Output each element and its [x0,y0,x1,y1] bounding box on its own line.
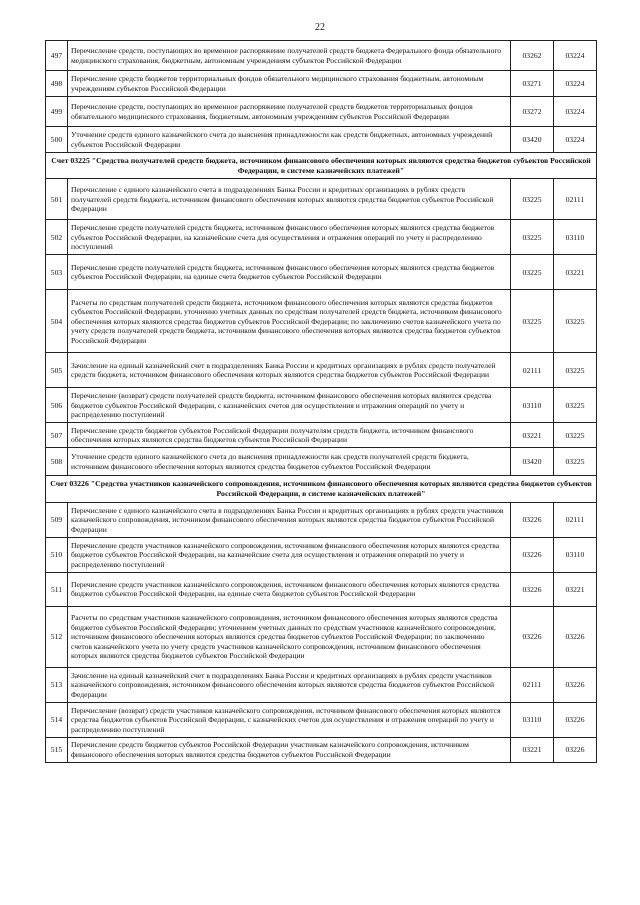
row-number: 513 [46,667,68,702]
credit-account-code: 03225 [554,353,597,388]
debit-account-code: 03221 [511,423,554,448]
debit-account-code: 03226 [511,572,554,606]
row-description: Зачисление на единый казначейский счет в подразделениях Банка России и кредитных организациях в рублях средств получателей средств бюджета, источником финансового обеспечения которых являются средства бюджетов субъектов Российской Федерации [68,353,511,388]
debit-account-code: 03226 [511,502,554,537]
credit-account-code: 03226 [554,737,597,762]
table-row [46,127,597,153]
row-description: Уточнение средств единого казначейского счета до выяснения принадлежности как средств получателей средств бюджета, источником финансового обеспечения которых являются средства бюджетов субъектов Российской Федерации [68,448,511,476]
debit-account-code: 03420 [511,127,554,153]
accounts-table [45,40,597,763]
table-row [46,737,597,762]
credit-account-code: 03110 [554,537,597,572]
credit-account-code: 03224 [554,41,597,71]
row-number: 504 [46,290,68,353]
credit-account-code: 03224 [554,127,597,153]
section-title: Счет 03225 "Средства получателей средств бюджета, источником финансового обеспечения которых являются средства бюджетов субъектов Российской Федерации, в системе казначейских платежей" [46,153,597,179]
credit-account-code: 03225 [554,423,597,448]
credit-account-code: 03110 [554,220,597,255]
credit-account-code: 03226 [554,667,597,702]
table-row [46,71,597,97]
table-row [46,97,597,127]
table-row [46,290,597,353]
debit-account-code: 02111 [511,667,554,702]
credit-account-code: 02111 [554,502,597,537]
table-row [46,388,597,423]
table-row [46,606,597,667]
debit-account-code: 03110 [511,702,554,737]
credit-account-code: 03225 [554,388,597,423]
row-number: 515 [46,737,68,762]
row-number: 512 [46,606,68,667]
section-header-row [46,153,597,179]
row-number: 502 [46,220,68,255]
row-description: Зачисление на единый казначейский счет в подразделениях Банка России и кредитных организациях в рублях средств участников казначейского сопровождения, источником финансового обеспечения которых являются средства бюджетов субъектов Российской Федерации [68,667,511,702]
row-description: Расчеты по средствам получателей средств бюджета, источником финансового обеспечения которых являются средства бюджетов субъектов Российской Федерации, уточненно учетных данных по средствам получателей средств бюджета, источником финансового обеспечения которых являются средства бюджетов субъектов Российской Федерации; по заключению счетов казначейского учета по учету средств получателей средств бюджета, источником финансового обеспечения которых являются средства бюджетов субъектов Российской Федерации [68,290,511,353]
section-title: Счет 03226 "Средства участников казначейского сопровождения, источником финансового обеспечения которых являются средства бюджетов субъектов Российской Федерации, в системе казначейских платежей" [46,476,597,502]
table-row [46,423,597,448]
page-number: 22 [315,22,325,33]
row-description: Перечисление средств бюджетов субъектов Российской Федерации участникам казначейского сопровождения, источником финансового обеспечения которых являются средства бюджетов субъектов Российской Федерации [68,737,511,762]
row-number: 509 [46,502,68,537]
debit-account-code: 02111 [511,353,554,388]
credit-account-code: 03226 [554,702,597,737]
row-description: Перечисление с единого казначейского счета в подразделениях Банка России и кредитных организациях в рублях средств получателей средств бюджета, источником финансового обеспечения которых являются средства бюджетов субъектов Российской Федерации [68,179,511,220]
table-row [46,255,597,290]
row-number: 498 [46,71,68,97]
row-description: Перечисление средств бюджетов территориальных фондов обязательного медицинского страхования бюджетным, автономным учреждениям субъектов Российской Федерации [68,71,511,97]
debit-account-code: 03226 [511,606,554,667]
row-number: 514 [46,702,68,737]
credit-account-code: 02111 [554,179,597,220]
debit-account-code: 03110 [511,388,554,423]
row-number: 503 [46,255,68,290]
table-row [46,572,597,606]
debit-account-code: 03272 [511,97,554,127]
credit-account-code: 03225 [554,448,597,476]
table-row [46,537,597,572]
row-number: 499 [46,97,68,127]
debit-account-code: 03221 [511,737,554,762]
row-number: 511 [46,572,68,606]
row-description: Перечисление средств, поступающих во временное распоряжение получателей средств бюджета Федерального фонда обязательного медицинского страхования, бюджетным, автономным учреждениям субъектов Российской Федерации [68,41,511,71]
row-number: 508 [46,448,68,476]
row-number: 497 [46,41,68,71]
credit-account-code: 03225 [554,290,597,353]
credit-account-code: 03224 [554,97,597,127]
row-description: Перечисление средств, поступающих во временное распоряжение получателей средств бюджетов территориальных фондов обязательного медицинского страхования, бюджетным, автономным учреждениям субъектов Российской Федерации [68,97,511,127]
row-description: Перечисление средств бюджетов субъектов Российской Федерации получателям средств бюджета, источником финансового обеспечения которых являются средства бюджетов субъектов Российской Федерации [68,423,511,448]
table-row [46,702,597,737]
credit-account-code: 03224 [554,71,597,97]
row-description: Уточнение средств единого казначейского счета до выяснения принадлежности как средств бюджетных, автономных учреждений субъектов Российской Федерации [68,127,511,153]
row-description: Перечисление средств участников казначейского сопровождения, источником финансового обеспечения которых являются средства бюджетов субъектов Российской Федерации, на казначейские счета для осуществления и отражения операций по учету и распределению поступлений [68,537,511,572]
debit-account-code: 03262 [511,41,554,71]
row-number: 500 [46,127,68,153]
row-number: 506 [46,388,68,423]
table-row [46,179,597,220]
row-number: 505 [46,353,68,388]
section-header-row [46,476,597,502]
table-row [46,502,597,537]
table-row [46,353,597,388]
row-description: Перечисление (возврат) средств участников казначейского сопровождения, источником финансового обеспечения которых являются средства бюджетов субъектов Российской Федерации, с казначейских счетов для осуществления и отражения операций по учету и распределению поступлений [68,702,511,737]
row-description: Перечисление средств получателей средств бюджета, источником финансового обеспечения которых являются средства бюджетов субъектов Российской Федерации, на единые счета бюджетов субъектов Российской Федерации [68,255,511,290]
debit-account-code: 03225 [511,179,554,220]
row-description: Перечисление (возврат) средств получателей средств бюджета, источником финансового обеспечения которых являются средства бюджетов субъектов Российской Федерации, с казначейских счетов для осуществления и отражения операций по учету и распределению поступлений [68,388,511,423]
debit-account-code: 03225 [511,290,554,353]
row-description: Расчеты по средствам участников казначейского сопровождения, источником финансового обеспечения которых являются средства бюджетов субъектов Российской Федерации; уточнением учетных данных по средствам участников казначейского сопровождения, источником финансового обеспечения которых являются средства бюджетов субъектов Российской Федерации; по заключению счетов казначейского учета по учету средств участников казначейского сопровождения, источником финансового обеспечения которых являются средства бюджетов субъектов Российской Федерации [68,606,511,667]
debit-account-code: 03225 [511,220,554,255]
row-description: Перечисление средств получателей средств бюджета, источником финансового обеспечения которых являются средства бюджетов субъектов Российской Федерации, на казначейские счета для осуществления и отражения операций по учету и распределению поступлений [68,220,511,255]
row-description: Перечисление с единого казначейского счета в подразделениях Банка России и кредитных организациях в рублях средств участников казначейского сопровождения, источником финансового обеспечения которых являются средства бюджетов субъектов Российской Федерации [68,502,511,537]
debit-account-code: 03271 [511,71,554,97]
table-row [46,448,597,476]
credit-account-code: 03221 [554,572,597,606]
debit-account-code: 03226 [511,537,554,572]
row-number: 510 [46,537,68,572]
accounts-table-body [46,41,597,763]
table-row [46,41,597,71]
debit-account-code: 03420 [511,448,554,476]
credit-account-code: 03226 [554,606,597,667]
table-row [46,220,597,255]
debit-account-code: 03225 [511,255,554,290]
row-number: 507 [46,423,68,448]
row-description: Перечисление средств участников казначейского сопровождения, источником финансового обеспечения которых являются средства бюджетов субъектов Российской Федерации, на единые счета бюджетов субъектов Российской Федерации [68,572,511,606]
credit-account-code: 03221 [554,255,597,290]
row-number: 501 [46,179,68,220]
table-row [46,667,597,702]
